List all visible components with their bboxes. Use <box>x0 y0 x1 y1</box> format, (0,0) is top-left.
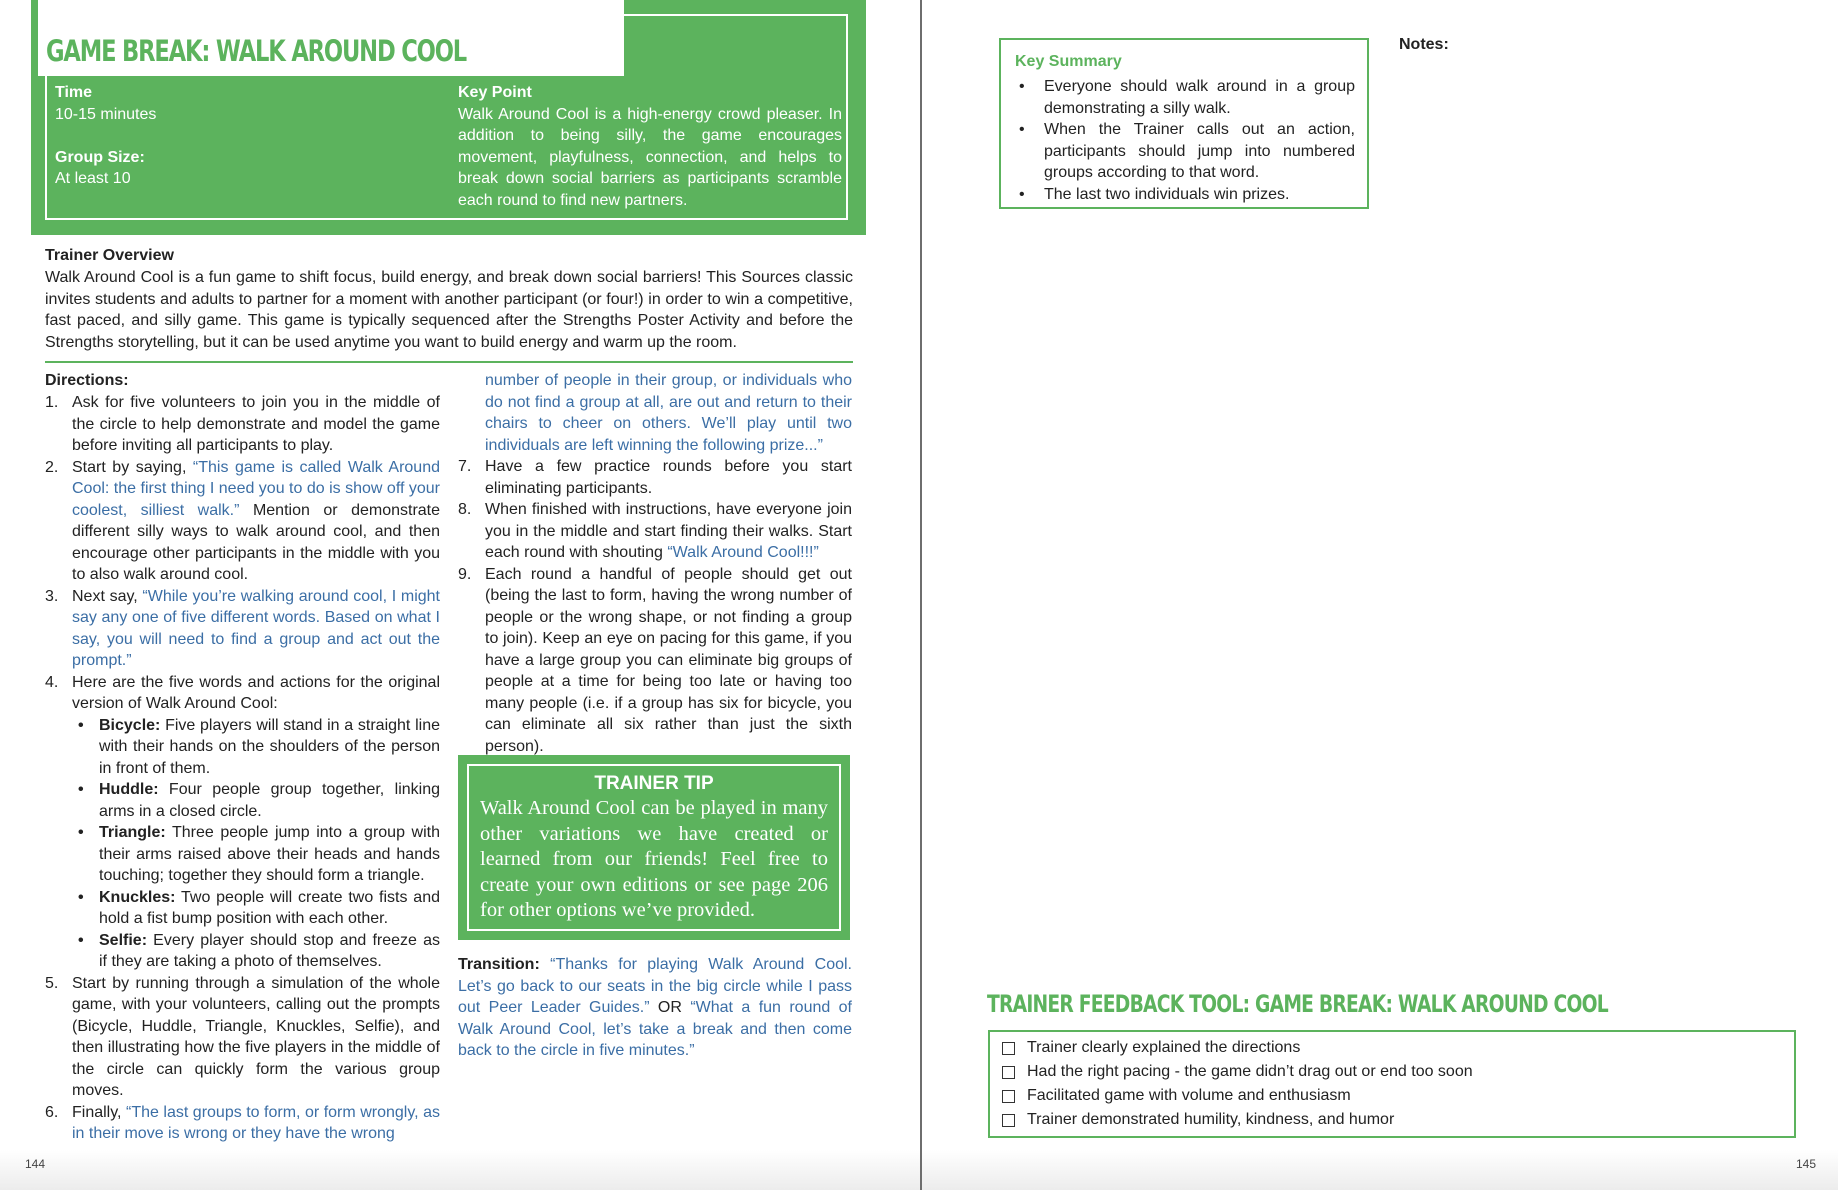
word-triangle <box>72 822 440 887</box>
book-spine <box>920 0 922 1190</box>
page-bottom-shade <box>0 1150 1838 1190</box>
feedback-item[interactable] <box>1002 1063 1473 1081</box>
checkbox-icon[interactable] <box>1002 1114 1015 1127</box>
direction-step-6 <box>45 1102 440 1145</box>
checkbox-icon[interactable] <box>1002 1066 1015 1079</box>
step-number: 1. <box>45 394 59 411</box>
step-number: 3. <box>45 587 59 605</box>
step-text: Next say, <box>72 587 143 605</box>
key-summary-title: Key Summary <box>1015 53 1122 70</box>
trainer-quote: “The last groups to form, or form wrongly, as in their move is wrong or they have the wrong <box>72 1103 441 1142</box>
transition <box>458 954 852 1062</box>
step-number: 6. <box>45 1103 59 1121</box>
word-bicycle <box>72 715 440 780</box>
step-text: Ask for five volunteers to join you in the middle of the circle to help demonstrate and model the game before inviting all participants to play. <box>72 394 440 454</box>
step-text: Here are the five words and actions for the original version of Walk Around Cool: <box>72 673 440 712</box>
feedback-item[interactable] <box>1002 1039 1300 1057</box>
notes-label: Notes: <box>1399 36 1449 53</box>
word-knuckles <box>72 887 440 930</box>
feedback-item-label: Trainer demonstrated humility, kindness, and humor <box>1027 1111 1395 1128</box>
group-size-label: Group Size: <box>55 148 145 166</box>
key-summary-item <box>1015 184 1355 206</box>
step-number: 2. <box>45 458 59 476</box>
trainer-quote: “While you’re walking around cool, I might say any one of five different words. Based on what I say, you will need to find a group and act out the prompt.” <box>72 587 440 669</box>
word-text: Every player should stop and freeze as if they are taking a photo of themselves. <box>99 931 440 970</box>
step-number: 8. <box>458 501 472 518</box>
key-summary-item <box>1015 119 1355 184</box>
bullet-icon: • <box>1019 121 1025 138</box>
step-text: When finished with instructions, have everyone join you in the middle and start finding their walks. Start each round with shouting <box>485 501 852 561</box>
feedback-item[interactable] <box>1002 1087 1351 1105</box>
key-summary-box <box>999 38 1369 209</box>
key-summary-text: The last two individuals win prizes. <box>1044 185 1290 203</box>
bullet-icon: • <box>78 781 84 798</box>
transition-label: Transition: <box>458 956 540 973</box>
game-words-list <box>72 715 440 973</box>
step-text: Have a few practice rounds before you start eliminating participants. <box>485 458 852 497</box>
time-label: Time <box>55 84 93 101</box>
word-huddle <box>72 779 440 822</box>
transition-quote: “Thanks for playing Walk Around Cool. Let’s go back to our seats in the big circle while I pass out Peer Leader Guides.” <box>458 956 852 1016</box>
directions-column-1 <box>45 392 440 1145</box>
bullet-icon: • <box>1019 78 1025 95</box>
checkbox-icon[interactable] <box>1002 1090 1015 1103</box>
page-number-left: 144 <box>25 1157 46 1171</box>
trainer-tip-box <box>458 755 850 940</box>
direction-step-3 <box>45 586 440 672</box>
feedback-item[interactable] <box>1002 1111 1394 1129</box>
directions-heading: Directions: <box>45 372 129 389</box>
key-summary-text: When the Trainer calls out an action, participants should jump into numbered groups according to that word. <box>1044 121 1355 181</box>
trainer-tip-text: Walk Around Cool can be played in many other variations we have created or learned from our friends! Feel free to create your own editions or see page 206 for other options we’ve provided. <box>480 797 828 921</box>
feedback-item-label: Had the right pacing - the game didn’t drag out or end too soon <box>1027 1063 1473 1080</box>
word-text: Three people jump into a group with their arms raised above their heads and hands touching; together they should form a triangle. <box>99 824 440 884</box>
direction-step-1 <box>45 392 440 457</box>
step-number: 4. <box>45 673 59 691</box>
trainer-tip-title: TRAINER TIP <box>594 773 714 794</box>
step-text: Each round a handful of people should get out (being the last to form, having the wrong number of people or the wrong shape, or not finding a group to join). Keep an eye on pacing for this game, if you have a large group you can eliminate big groups of people at a time for being too late or having too many people (i.e. if a group has six for bicycle, you can eliminate all six rather than just the sixth person). <box>485 565 852 755</box>
time-group-info <box>55 82 385 190</box>
word-term: Selfie: <box>99 931 148 949</box>
step-text: Mention or demonstrate different silly ways to walk around cool, and then encourage other participants in the middle with you to also walk around cool. <box>72 501 441 583</box>
word-term: Huddle: <box>99 781 159 798</box>
word-selfie <box>72 930 440 973</box>
word-term: Triangle: <box>99 824 166 841</box>
step-6-continued: number of people in their group, or individuals who do not find a group at all, are out and return to their chairs to cheer on others. We’ll play until two individuals are left winning the following prize...” <box>485 372 852 454</box>
direction-step-7 <box>458 456 852 499</box>
checkbox-icon[interactable] <box>1002 1042 1015 1055</box>
bullet-icon: • <box>78 888 84 906</box>
section-divider <box>45 361 853 363</box>
key-summary-list <box>1015 76 1355 205</box>
transition-quote: “What a fun round of Walk Around Cool, let’s take a break and then come back to the circle in five minutes.” <box>458 999 852 1059</box>
page-number-right: 145 <box>1796 1157 1817 1171</box>
word-term: Bicycle: <box>99 716 161 734</box>
trainer-quote: “Walk Around Cool!!!” <box>667 544 819 561</box>
key-point-text: Walk Around Cool is a high-energy crowd pleaser. In addition to being silly, the game encourages movement, playfulness, connection, and helps to break down social barriers as participants scramble each round to find new partners. <box>458 105 842 209</box>
overview-text: Walk Around Cool is a fun game to shift focus, build energy, and break down social barriers! This Sources classic invites students and adults to partner for a moment with another participant (or four!) in order to win a competitive, fast paced, and silly game. This game is typically sequenced after the Strengths Poster Activity and before the Strengths storytelling, but it can be used anytime you want to build energy and warm up the room. <box>45 269 853 351</box>
direction-step-5 <box>45 973 440 1102</box>
feedback-checklist <box>988 1030 1796 1138</box>
word-text: Five players will stand in a straight line with their hands on the shoulders of the person in front of them. <box>99 716 440 777</box>
key-point <box>458 82 842 211</box>
step-number: 9. <box>458 565 472 583</box>
word-text: Two people will create two fists and hold a fist bump position with each other. <box>99 888 440 927</box>
transition-or: OR <box>649 999 691 1016</box>
key-point-label: Key Point <box>458 84 532 101</box>
direction-step-9 <box>458 564 852 758</box>
bullet-icon: • <box>1019 185 1025 203</box>
group-size-value: At least 10 <box>55 170 131 187</box>
step-number: 5. <box>45 974 59 992</box>
feedback-item-label: Trainer clearly explained the directions <box>1027 1039 1301 1056</box>
step-text: Start by running through a simulation of the whole game, with your volunteers, calling out the prompts (Bicycle, Huddle, Triangle, Knuckles, Selfie), and then illustrating how the five players in the middle of the circle can quickly form the various group moves. <box>72 974 440 1099</box>
step-number: 7. <box>458 458 472 475</box>
direction-step-4 <box>45 672 440 973</box>
direction-step-8 <box>458 499 852 564</box>
time-value: 10-15 minutes <box>55 105 157 123</box>
bullet-icon: • <box>78 931 84 949</box>
direction-step-2 <box>45 457 440 586</box>
key-summary-item <box>1015 76 1355 119</box>
overview-heading: Trainer Overview <box>45 247 174 264</box>
trainer-quote: “This game is called Walk Around Cool: the first thing I need you to do is show off your coolest, silliest walk.” <box>72 458 440 519</box>
feedback-item-label: Facilitated game with volume and enthusiasm <box>1027 1087 1351 1104</box>
directions-column-2 <box>458 370 852 757</box>
key-summary-text: Everyone should walk around in a group demonstrating a silly walk. <box>1044 78 1355 117</box>
feedback-tool-title: TRAINER FEEDBACK TOOL: GAME BREAK: WALK AROUND COOL <box>987 990 1608 1018</box>
bullet-icon: • <box>78 716 84 734</box>
bullet-icon: • <box>78 824 84 841</box>
word-term: Knuckles: <box>99 888 176 906</box>
word-text: Four people group together, linking arms in a closed circle. <box>99 781 440 820</box>
page-title: GAME BREAK: WALK AROUND COOL <box>46 34 467 68</box>
step-text: Finally, <box>72 1103 126 1121</box>
step-text: Start by saying, <box>72 458 193 476</box>
